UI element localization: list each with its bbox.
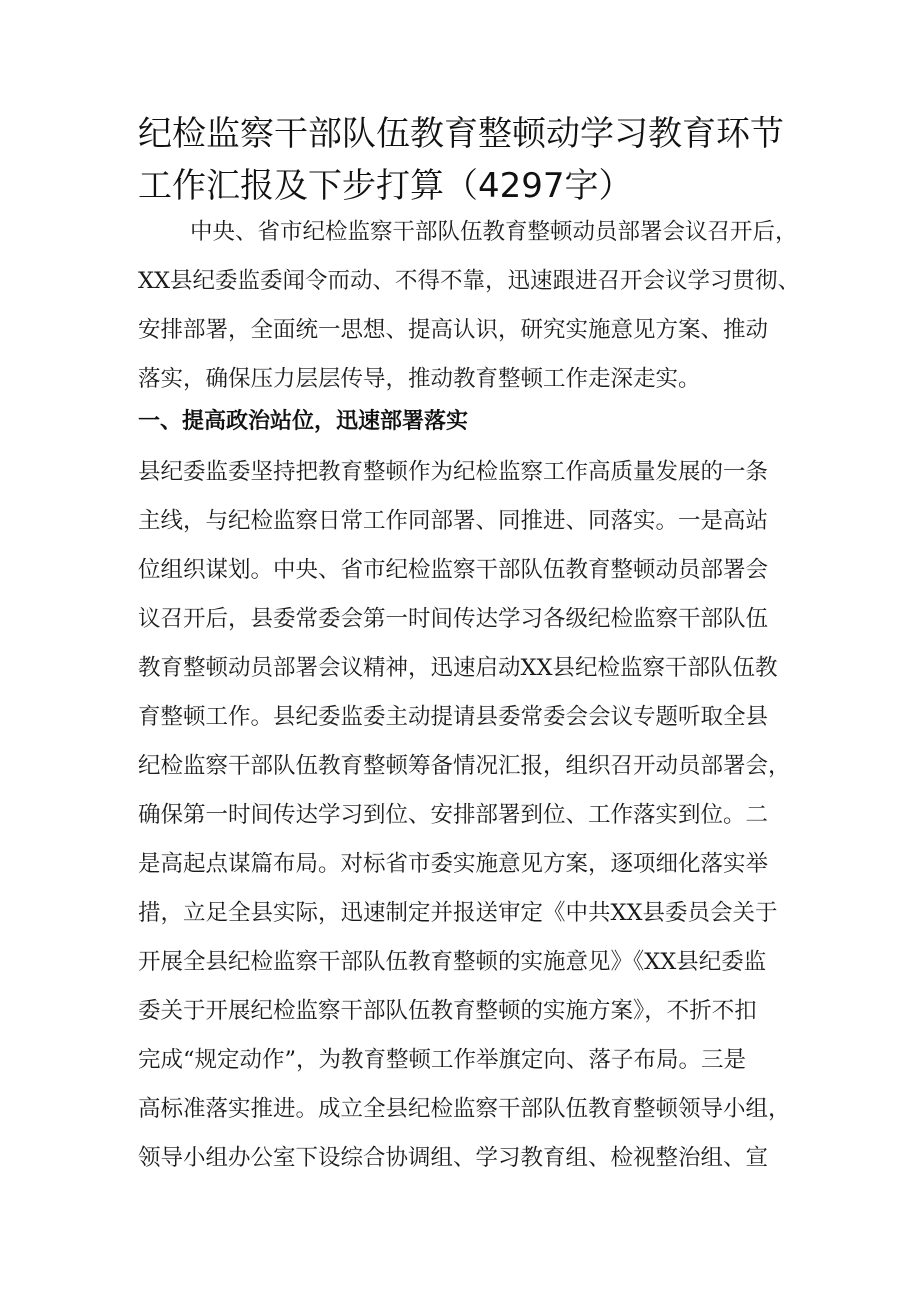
- section-line-9: 是高起点谋篇布局。对标省市委实施意见方案，逐项细化落实举: [138, 851, 769, 877]
- title-line-1: 纪检监察干部队伍教育整顿动学习教育环节: [138, 114, 784, 154]
- section-line-12: 委关于开展纪检监察干部队伍教育整顿的实施方案》，不折不扣: [138, 998, 757, 1024]
- section-line-2: 主线，与纪检监察日常工作同部署、同推进、同落实。一是高站: [138, 508, 769, 534]
- section-line-11: 开展全县纪检监察干部队伍教育整顿的实施意见》《XX县纪委监: [138, 949, 767, 975]
- intro-line-2: XX县纪委监委闻令而动、不得不靠，迅速跟进召开会议学习贯彻、: [138, 268, 801, 294]
- section-line-15: 领导小组办公室下设综合协调组、学习教育组、检视整治组、宣: [138, 1145, 769, 1171]
- section-heading: 一、提高政治站位，迅速部署落实: [138, 409, 469, 434]
- intro-line-4: 落实，确保压力层层传导，推动教育整顿工作走深走实。: [138, 366, 701, 392]
- section-line-6: 育整顿工作。县纪委监委主动提请县委常委会会议专题听取全县: [138, 704, 769, 730]
- intro-line-3: 安排部署，全面统一思想、提高认识，研究实施意见方案、推动: [138, 317, 769, 343]
- document-title: [138, 108, 818, 212]
- section-line-4: 议召开后，县委常委会第一时间传达学习各级纪检监察干部队伍: [138, 606, 769, 632]
- intro-line-1: 中央、省市纪检监察干部队伍教育整顿动员部署会议召开后，: [190, 219, 798, 245]
- section-line-5: 教育整顿动员部署会议精神，迅速启动XX县纪检监察干部队伍教: [138, 655, 778, 681]
- section-line-7: 纪检监察干部队伍教育整顿筹备情况汇报，组织召开动员部署会，: [138, 753, 791, 779]
- section-line-14: 高标准落实推进。成立全县纪检监察干部队伍教育整顿领导小组，: [138, 1096, 791, 1122]
- section-line-8: 确保第一时间传达学习到位、安排部署到位、工作落实到位。二: [138, 802, 769, 828]
- section-line-10: 措，立足全县实际，迅速制定并报送审定《中共XX县委员会关于: [138, 900, 778, 926]
- section-line-3: 位组织谋划。中央、省市纪检监察干部队伍教育整顿动员部署会: [138, 557, 769, 583]
- title-line-2: 工作汇报及下步打算（4297字）: [138, 166, 633, 206]
- section-line-13: 完成“规定动作”，为教育整顿工作举旗定向、落子布局。三是: [138, 1047, 747, 1073]
- section-line-1: 县纪委监委坚持把教育整顿作为纪检监察工作高质量发展的一条: [138, 459, 769, 485]
